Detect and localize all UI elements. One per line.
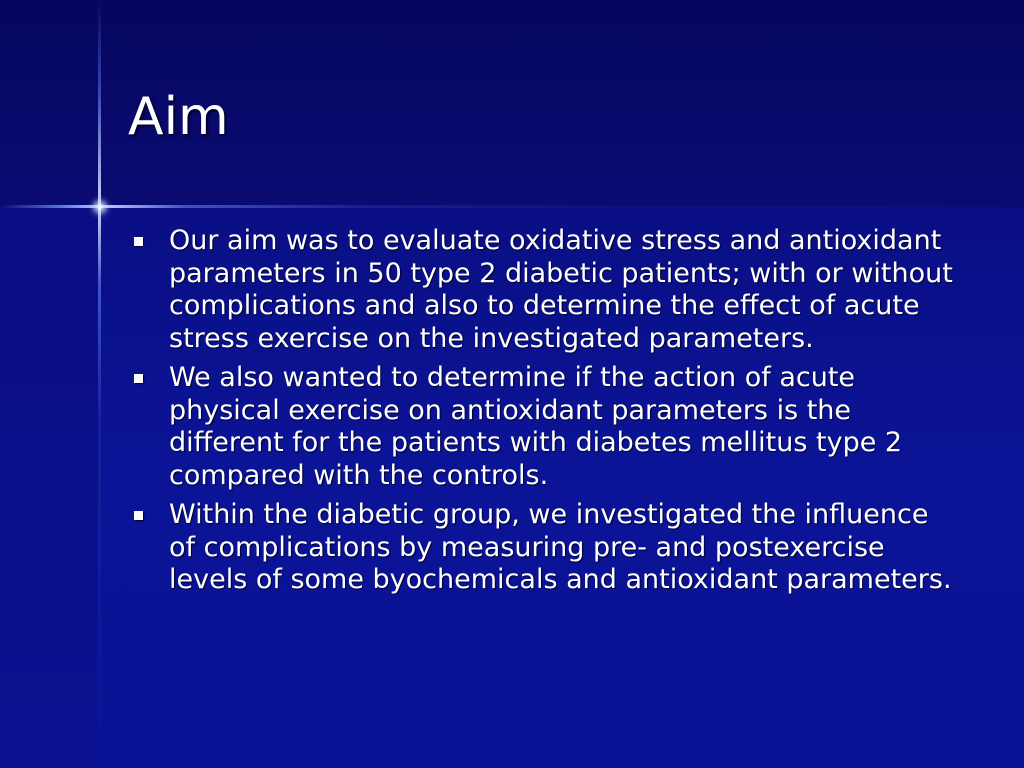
bullet-item [130,225,960,355]
bullet-list [130,225,960,604]
slide-title: Aim [128,87,229,147]
square-bullet-icon [134,511,143,520]
left-band [0,207,99,768]
bullet-text: We also wanted to determine if the action of acute physical exercise on antioxidant parameters is the different for the patients with diabetes mellitus type 2 compared with the controls. [169,362,903,491]
square-bullet-icon [134,237,143,246]
square-bullet-icon [134,374,143,383]
horizontal-accent-line [0,205,1024,208]
bullet-text: Our aim was to evaluate oxidative stress and antioxidant parameters in 50 type 2 diabetic patients; with or without complications and also to determine the effect of acute stress exercise on the investigated parameters. [169,225,953,354]
sparkle-icon [88,195,112,219]
bullet-item [130,362,960,492]
vertical-accent-line [98,0,101,768]
bullet-text: Within the diabetic group, we investigated the influence of complications by measuring pre- and postexercise levels of some byochemicals and antioxidant parameters. [169,499,952,595]
bullet-item [130,499,960,597]
